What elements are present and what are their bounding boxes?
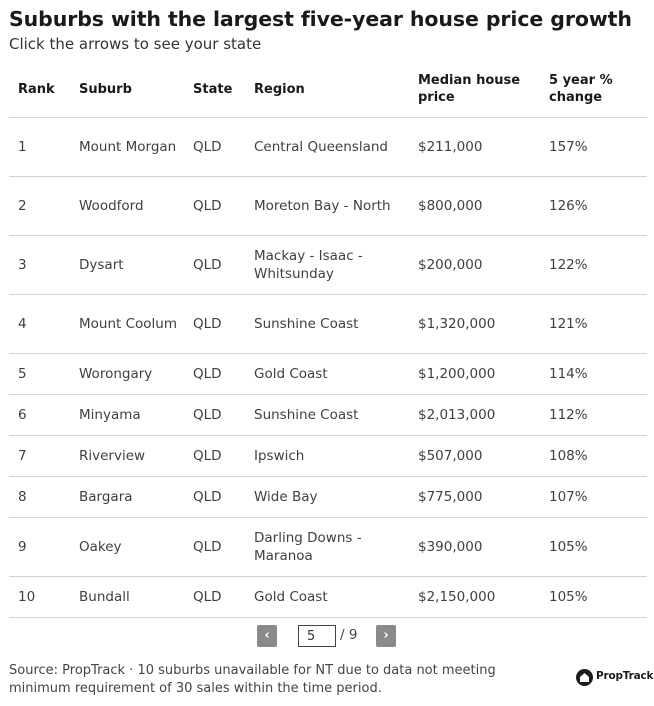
table-row [9, 176, 647, 235]
rank-cell: 10 [9, 576, 70, 617]
table-row [9, 117, 647, 176]
price-cell: $507,000 [409, 435, 540, 476]
page-total-label: / 9 [340, 627, 358, 643]
rank-cell: 1 [9, 117, 70, 176]
table-row [9, 476, 647, 517]
price-cell: $200,000 [409, 235, 540, 294]
region-cell: Wide Bay [245, 476, 409, 517]
price-cell: $211,000 [409, 117, 540, 176]
rank-cell: 9 [9, 517, 70, 576]
table-row [9, 576, 647, 617]
suburb-cell: Bundall [70, 576, 184, 617]
state-cell: QLD [184, 517, 245, 576]
price-cell: $800,000 [409, 176, 540, 235]
state-cell: QLD [184, 294, 245, 353]
change-cell: 122% [540, 235, 647, 294]
rank-cell: 8 [9, 476, 70, 517]
column-header-price: Median house price [409, 62, 540, 117]
data-table [9, 62, 647, 618]
suburb-cell: Worongary [70, 353, 184, 394]
change-cell: 157% [540, 117, 647, 176]
column-header-rank: Rank [9, 62, 70, 117]
state-cell: QLD [184, 117, 245, 176]
table-row [9, 294, 647, 353]
change-cell: 121% [540, 294, 647, 353]
region-cell: Moreton Bay - North [245, 176, 409, 235]
suburb-cell: Riverview [70, 435, 184, 476]
pagination [0, 625, 654, 647]
change-cell: 114% [540, 353, 647, 394]
change-cell: 107% [540, 476, 647, 517]
proptrack-house-icon [576, 669, 593, 686]
rank-cell: 3 [9, 235, 70, 294]
table-row [9, 435, 647, 476]
change-cell: 126% [540, 176, 647, 235]
region-cell: Gold Coast [245, 576, 409, 617]
suburb-cell: Bargara [70, 476, 184, 517]
suburb-cell: Minyama [70, 394, 184, 435]
next-page-button[interactable] [376, 625, 396, 647]
logo-text: PropTrack [596, 670, 654, 682]
state-cell: QLD [184, 176, 245, 235]
rank-cell: 6 [9, 394, 70, 435]
region-cell: Mackay - Isaac - Whitsunday [245, 235, 409, 294]
change-cell: 105% [540, 517, 647, 576]
table-row [9, 235, 647, 294]
column-header-suburb: Suburb [70, 62, 184, 117]
state-cell: QLD [184, 235, 245, 294]
chart-title: Suburbs with the largest five-year house price growth [9, 7, 632, 31]
suburb-cell: Dysart [70, 235, 184, 294]
table-row [9, 353, 647, 394]
chevron-left-icon: ‹ [264, 628, 270, 643]
state-cell: QLD [184, 476, 245, 517]
suburb-cell: Woodford [70, 176, 184, 235]
state-cell: QLD [184, 576, 245, 617]
price-cell: $775,000 [409, 476, 540, 517]
table-header-row [9, 62, 647, 117]
page-number-input[interactable] [298, 625, 336, 647]
region-cell: Darling Downs - Maranoa [245, 517, 409, 576]
rank-cell: 5 [9, 353, 70, 394]
region-cell: Gold Coast [245, 353, 409, 394]
rank-cell: 4 [9, 294, 70, 353]
state-cell: QLD [184, 435, 245, 476]
previous-page-button[interactable] [257, 625, 277, 647]
column-header-state: State [184, 62, 245, 117]
table-row [9, 394, 647, 435]
rank-cell: 7 [9, 435, 70, 476]
state-cell: QLD [184, 394, 245, 435]
price-cell: $1,200,000 [409, 353, 540, 394]
table-row [9, 517, 647, 576]
region-cell: Sunshine Coast [245, 394, 409, 435]
price-cell: $2,150,000 [409, 576, 540, 617]
change-cell: 108% [540, 435, 647, 476]
region-cell: Central Queensland [245, 117, 409, 176]
source-note: Source: PropTrack · 10 suburbs unavailable for NT due to data not meeting minimum requirement of 30 sales within the time period. [9, 663, 496, 696]
suburb-cell: Oakey [70, 517, 184, 576]
region-cell: Sunshine Coast [245, 294, 409, 353]
price-cell: $390,000 [409, 517, 540, 576]
suburb-cell: Mount Coolum [70, 294, 184, 353]
price-cell: $2,013,000 [409, 394, 540, 435]
region-cell: Ipswich [245, 435, 409, 476]
price-cell: $1,320,000 [409, 294, 540, 353]
chart-subtitle: Click the arrows to see your state [9, 35, 262, 53]
change-cell: 112% [540, 394, 647, 435]
chevron-right-icon: › [383, 628, 389, 643]
suburb-cell: Mount Morgan [70, 117, 184, 176]
state-cell: QLD [184, 353, 245, 394]
change-cell: 105% [540, 576, 647, 617]
rank-cell: 2 [9, 176, 70, 235]
column-header-region: Region [245, 62, 409, 117]
column-header-change: 5 year % change [540, 62, 647, 117]
